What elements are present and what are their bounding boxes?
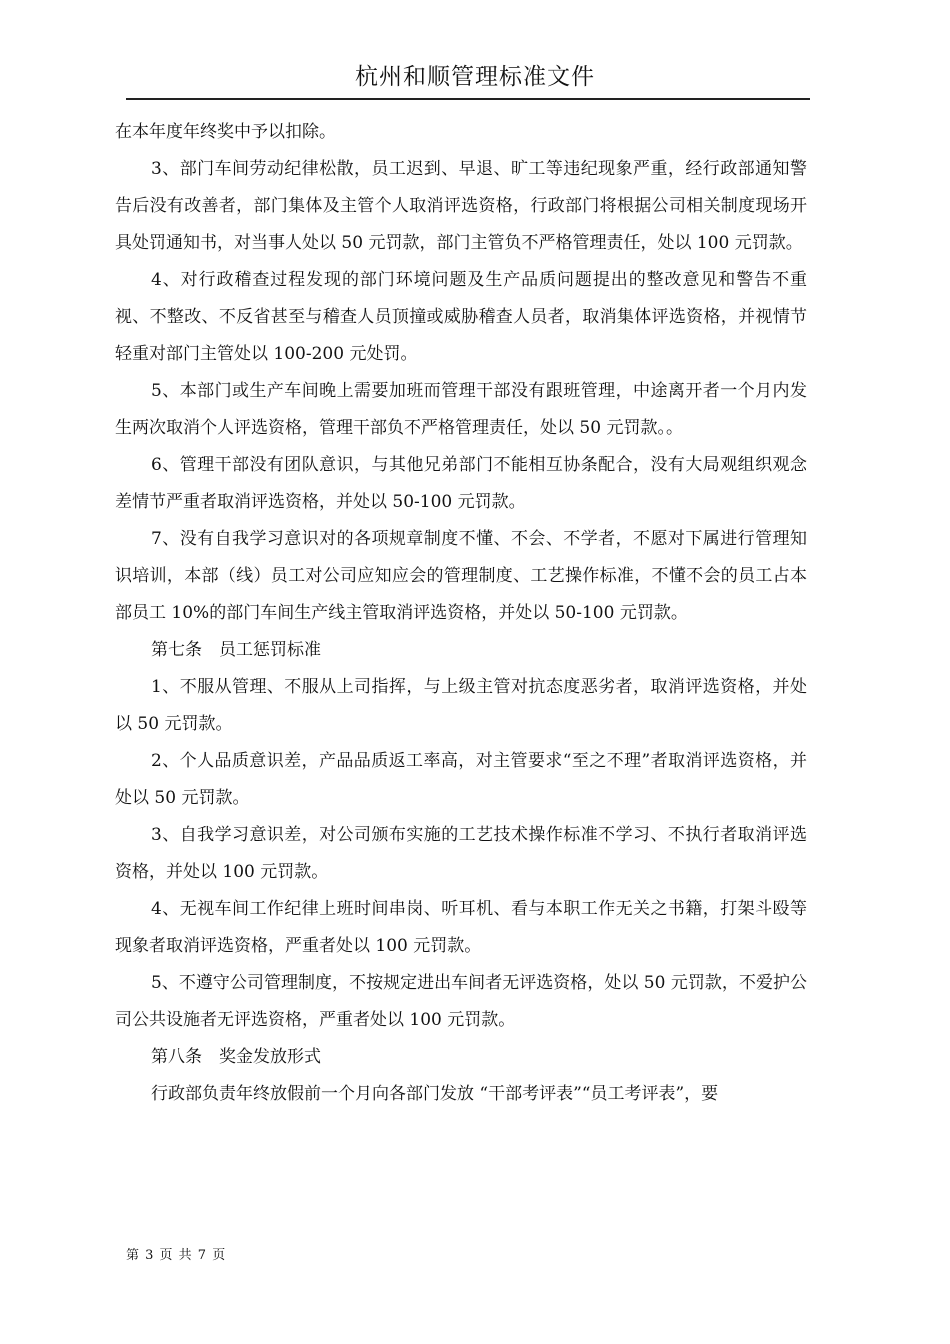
paragraph: 4、对行政稽查过程发现的部门环境问题及生产品质问题提出的整改意见和警告不重视、不整改、不反省甚至与稽查人员顶撞或威胁稽查人员者，取消集体评选资格，并视情节轻重对部门主管处以 100-200 元处罚。 (115, 270, 807, 364)
paragraph: 1、不服从管理、不服从上司指挥，与上级主管对抗态度恶劣者，取消评选资格，并处以 50 元罚款。 (115, 677, 807, 734)
header-title: 杭州和顺管理标准文件 (355, 64, 595, 90)
paragraph: 2、个人品质意识差，产品品质返工率高，对主管要求“至之不理”者取消评选资格，并处以 50 元罚款。 (115, 751, 807, 808)
section-heading: 第八条 奖金发放形式 (151, 1047, 321, 1067)
paragraph: 3、自我学习意识差，对公司颁布实施的工艺技术操作标准不学习、不执行者取消评选资格，并处以 100 元罚款。 (115, 825, 807, 882)
section-heading: 第七条 员工惩罚标准 (151, 640, 321, 660)
paragraph: 7、没有自我学习意识对的各项规章制度不懂、不会、不学者，不愿对下属进行管理知识培训，本部（线）员工对公司应知应会的管理制度、工艺操作标准，不懂不会的员工占本部员工 10%的部门车间生产线主管取消评选资格，并处以 50-100 元罚款。 (115, 529, 807, 623)
header-divider (126, 98, 810, 100)
document-body (115, 114, 807, 1113)
paragraph: 5、不遵守公司管理制度，不按规定进出车间者无评选资格，处以 50 元罚款，不爱护公司公共设施者无评选资格，严重者处以 100 元罚款。 (115, 973, 807, 1030)
page-number: 第 3 页 共 7 页 (126, 1248, 227, 1263)
paragraph: 5、本部门或生产车间晚上需要加班而管理干部没有跟班管理，中途离开者一个月内发生两次取消个人评选资格，管理干部负不严格管理责任，处以 50 元罚款。。 (115, 381, 807, 438)
paragraph: 4、无视车间工作纪律上班时间串岗、听耳机、看与本职工作无关之书籍，打架斗殴等现象者取消评选资格，严重者处以 100 元罚款。 (115, 899, 807, 956)
paragraph: 在本年度年终奖中予以扣除。 (115, 122, 336, 142)
paragraph: 行政部负责年终放假前一个月向各部门发放 “干部考评表”“员工考评表”，要 (151, 1084, 719, 1104)
paragraph: 3、部门车间劳动纪律松散，员工迟到、早退、旷工等违纪现象严重，经行政部通知警告后没有改善者，部门集体及主管个人取消评选资格，行政部门将根据公司相关制度现场开具处罚通知书，对当事人处以 50 元罚款，部门主管负不严格管理责任，处以 100 元罚款。 (115, 159, 807, 253)
paragraph: 6、管理干部没有团队意识，与其他兄弟部门不能相互协条配合，没有大局观组织观念差情节严重者取消评选资格，并处以 50-100 元罚款。 (115, 455, 807, 512)
